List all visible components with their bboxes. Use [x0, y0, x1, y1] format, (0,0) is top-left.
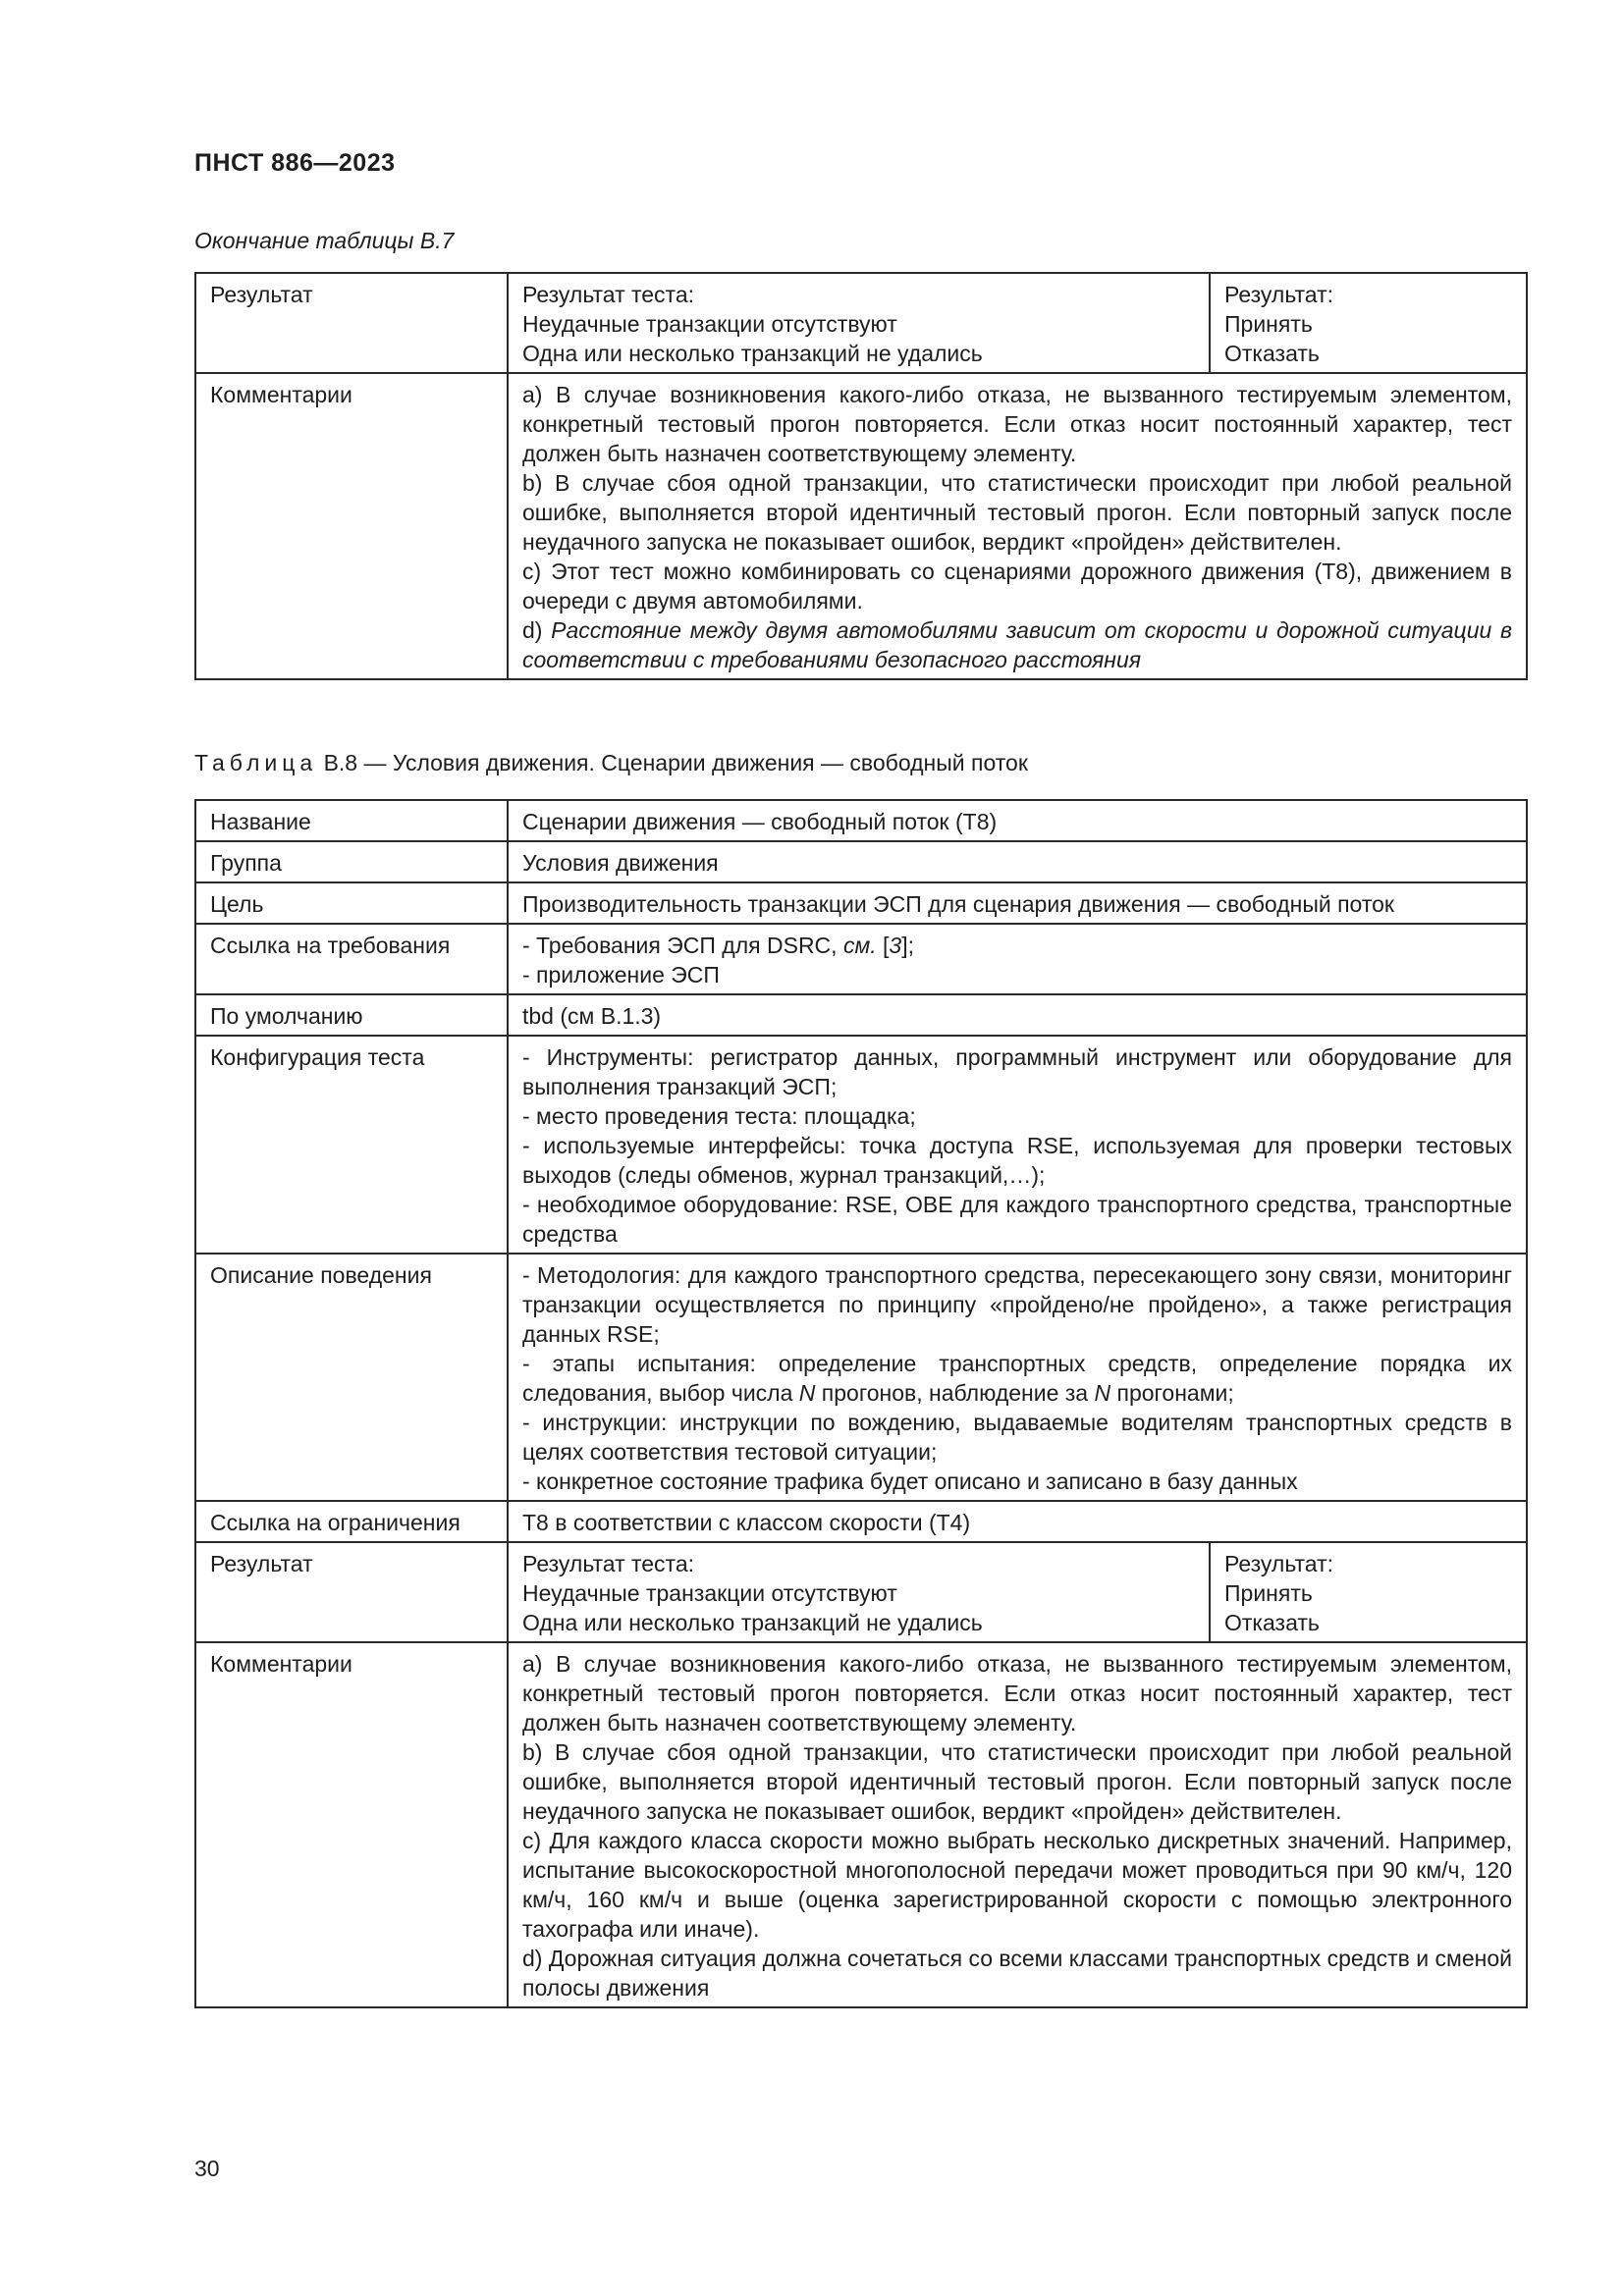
row-label: Результат: [195, 273, 508, 373]
verdict-line: Принять: [1224, 1580, 1313, 1606]
table-row-behavior: [195, 1254, 1527, 1501]
behavior-text: - этапы испытания: определение транспортных средств, определение порядка их следования, выбор числа: [522, 1351, 1512, 1406]
table-row-name: [195, 800, 1527, 841]
table-row-comments: [195, 373, 1527, 679]
behavior-item: - инструкции: инструкции по вождению, выдаваемые водителям транспортных средств в целях соответствия тестовой ситуации;: [522, 1410, 1512, 1465]
behavior-item: [522, 1349, 1512, 1408]
test-result-line: Одна или несколько транзакций не удались: [522, 341, 983, 366]
row-value: tbd (см В.1.3): [508, 994, 1527, 1036]
comment-d: [522, 615, 1512, 674]
test-result-title: Результат теста:: [522, 1551, 695, 1576]
page-number: 30: [194, 2156, 220, 2181]
row-label: По умолчанию: [195, 994, 508, 1036]
table-row-result: [195, 1542, 1527, 1642]
verdict-column: [1211, 1543, 1526, 1641]
comment-a: а) В случае возникновения какого-либо отказа, не вызванного тестируемым элементом, конкретный тестовый прогон повторяется. Если отказ носит постоянный характер, тест должен быть назначен соответствующему элементу.: [522, 382, 1512, 466]
comment-b: b) В случае сбоя одной транзакции, что статистически происходит при любой реальной ошибке, выполняется второй идентичный тестовый прогон. Если повторный запуск после неудачного запуска не показывает ошибок, вердикт «пройден» действителен.: [522, 470, 1512, 555]
table-row-goal: [195, 882, 1527, 924]
caption-word-table: Таблица: [194, 750, 318, 775]
row-value: Сценарии движения — свободный поток (Т8): [508, 800, 1527, 841]
variable-n: N: [1094, 1380, 1111, 1406]
verdict-column: [1211, 274, 1526, 372]
test-result-line: Одна или несколько транзакций не удались: [522, 1610, 983, 1635]
comment-d-prefix: d): [522, 617, 552, 643]
row-label: Конфигурация теста: [195, 1036, 508, 1254]
requirement-text: - Требования ЭСП для DSRC,: [522, 933, 843, 958]
verdict-title: Результат:: [1224, 282, 1333, 307]
comment-c: c) Этот тест можно комбинировать со сценариями дорожного движения (Т8), движением в очереди с двумя автомобилями.: [522, 559, 1512, 614]
row-label: Название: [195, 800, 508, 841]
row-label: Описание поведения: [195, 1254, 508, 1501]
table-row-requirements: [195, 924, 1527, 994]
caption-title: В.8 — Условия движения. Сценарии движения — свободный поток: [317, 750, 1028, 775]
row-label: Комментарии: [195, 373, 508, 679]
config-item: - необходимое оборудование: RSE, OBE для каждого транспортного средства, транспортные средства: [522, 1192, 1512, 1247]
comment-c: c) Для каждого класса скорости можно выбрать несколько дискретных значений. Например, испытание высокоскоростной многополосной передачи может проводиться при 90 км/ч, 120 км/ч, 160 км/ч и выше (оценка зарегистрированной скорости с помощью электронного тахографа или иначе).: [522, 1828, 1512, 1942]
table-continuation-caption: Окончание таблицы В.7: [194, 228, 455, 253]
variable-n: N: [798, 1380, 816, 1406]
requirement-see: см.: [842, 933, 877, 958]
verdict-line: Отказать: [1224, 1610, 1320, 1635]
comments-cell: [508, 373, 1527, 679]
comment-d-italic: Расстояние между двумя автомобилями зависит от скорости и дорожной ситуации в соответствии с требованиями безопасного расстояния: [522, 617, 1512, 672]
document-code: ПНСТ 886—2023: [194, 149, 396, 177]
table-row-constraints: [195, 1501, 1527, 1542]
verdict-title: Результат:: [1224, 1551, 1333, 1576]
table-row-result: [195, 273, 1527, 373]
behavior-item: - конкретное состояние трафика будет описано и записано в базу данных: [522, 1468, 1298, 1494]
requirement-line: [522, 931, 1512, 960]
reference-link: 3: [889, 933, 902, 958]
config-cell: [508, 1036, 1527, 1254]
behavior-cell: [508, 1254, 1527, 1501]
table-row-comments: [195, 1642, 1527, 2007]
row-value: Производительность транзакции ЭСП для сценария движения — свободный поток: [508, 882, 1527, 924]
test-result-title: Результат теста:: [522, 282, 695, 307]
table-b8-caption: [194, 750, 1028, 776]
config-item: - Инструменты: регистратор данных, программный инструмент или оборудование для выполнения транзакций ЭСП;: [522, 1044, 1512, 1099]
row-label: Ссылка на требования: [195, 924, 508, 994]
verdict-line: Отказать: [1224, 341, 1320, 366]
row-label: Комментарии: [195, 1642, 508, 2007]
table-row-group: [195, 841, 1527, 882]
behavior-text: прогонами;: [1110, 1380, 1234, 1406]
comments-cell: [508, 1642, 1527, 2007]
table-row-default: [195, 994, 1527, 1036]
comment-a: а) В случае возникновения какого-либо отказа, не вызванного тестируемым элементом, конкретный тестовый прогон повторяется. Если отказ носит постоянный характер, тест должен быть назначен соответствующему элементу.: [522, 1651, 1512, 1735]
row-label: Результат: [195, 1542, 508, 1642]
table-b7-end: [194, 272, 1528, 680]
row-label: Ссылка на ограничения: [195, 1501, 508, 1542]
test-result-column: [509, 1543, 1211, 1641]
config-item: - используемые интерфейсы: точка доступа RSE, используемая для проверки тестовых выходов (следы обменов, журнал транзакций,…);: [522, 1133, 1512, 1188]
requirement-bracket: ];: [901, 933, 914, 958]
row-value: Условия движения: [508, 841, 1527, 882]
test-result-line: Неудачные транзакции отсутствуют: [522, 1580, 897, 1606]
table-row-config: [195, 1036, 1527, 1254]
test-result-line: Неудачные транзакции отсутствуют: [522, 311, 897, 337]
requirements-cell: [508, 924, 1527, 994]
behavior-text: прогонов, наблюдение за: [815, 1380, 1095, 1406]
comment-b: b) В случае сбоя одной транзакции, что статистически происходит при любой реальной ошибке, выполняется второй идентичный тестовый прогон. Если повторный запуск после неудачного запуска не показывает ошибок, вердикт «пройден» действителен.: [522, 1739, 1512, 1824]
row-label: Группа: [195, 841, 508, 882]
requirement-line: - приложение ЭСП: [522, 962, 720, 988]
verdict-line: Принять: [1224, 311, 1313, 337]
result-cell: [508, 1542, 1527, 1642]
config-item: - место проведения теста: площадка;: [522, 1103, 916, 1129]
table-b8: [194, 799, 1528, 2008]
comment-d: d) Дорожная ситуация должна сочетаться со всеми классами транспортных средств и сменой полосы движения: [522, 1946, 1512, 2001]
requirement-bracket: [: [876, 933, 890, 958]
row-value: Т8 в соответствии с классом скорости (Т4): [508, 1501, 1527, 1542]
test-result-column: [509, 274, 1211, 372]
row-label: Цель: [195, 882, 508, 924]
result-cell: [508, 273, 1527, 373]
behavior-item: - Методология: для каждого транспортного средства, пересекающего зону связи, мониторинг транзакции осуществляется по принципу «пройдено/не пройдено», а также регистрация данных RSE;: [522, 1262, 1512, 1347]
